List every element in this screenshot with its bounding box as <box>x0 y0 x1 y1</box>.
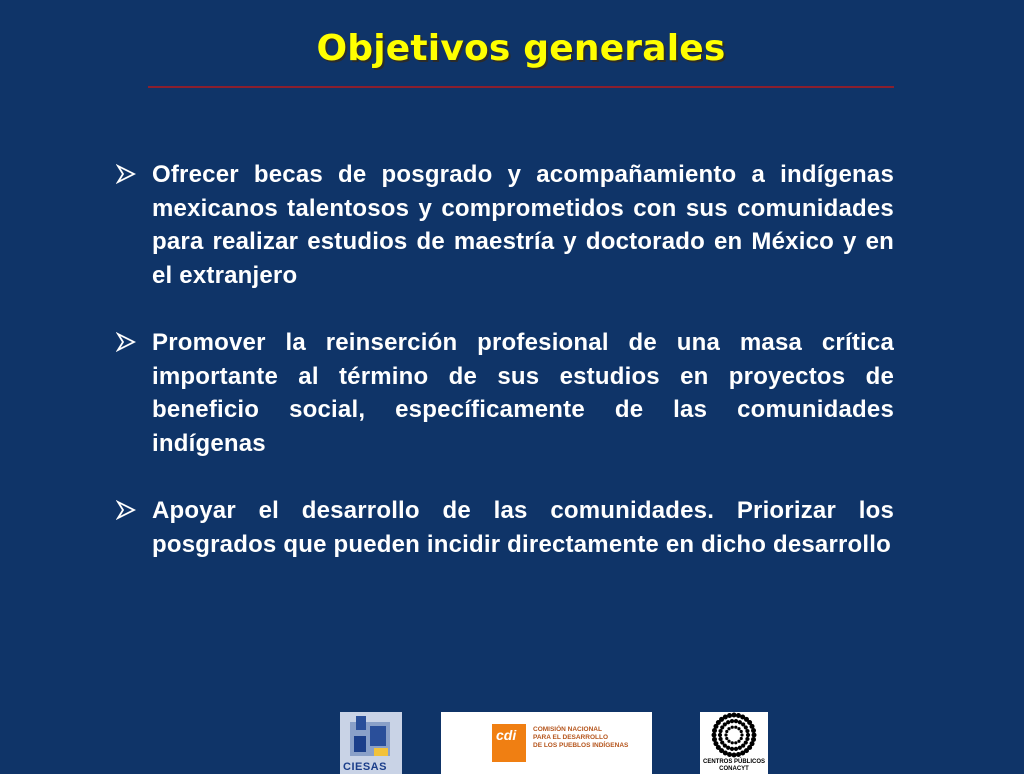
cdi-logo <box>441 712 652 774</box>
conacyt-logo <box>700 712 768 774</box>
list-item <box>116 494 894 561</box>
conacyt-dots-icon <box>700 712 768 758</box>
cdi-caption: COMISIÓN NACIONAL PARA EL DESARROLLO DE LOS PUEBLOS INDÍGENAS <box>533 726 629 749</box>
ciesas-logo <box>340 712 402 774</box>
objective-text: Ofrecer becas de posgrado y acompañamiento a indígenas mexicanos talentosos y comprometidos con sus comunidades para realizar estudios de maestría y doctorado en México y en el extranjero <box>152 161 894 289</box>
objective-text: Apoyar el desarrollo de las comunidades. Priorizar los posgrados que pueden incidir directamente en dicho desarrollo <box>152 497 894 558</box>
list-item <box>116 158 894 292</box>
list-item <box>116 326 894 460</box>
title-divider <box>148 86 894 88</box>
arrow-bullet-icon <box>116 164 136 184</box>
ciesas-wordmark: CIESAS <box>343 761 387 773</box>
arrow-bullet-icon <box>116 332 136 352</box>
objective-text: Promover la reinserción profesional de una masa crítica importante al término de sus estudios en proyectos de beneficio social, específicamente de las comunidades indígenas <box>152 329 894 457</box>
slide-title: Objetivos generales <box>316 28 726 69</box>
cdi-mark: cdi <box>492 724 526 762</box>
objectives-list <box>116 158 894 595</box>
logo-strip <box>0 712 1024 774</box>
arrow-bullet-icon <box>116 500 136 520</box>
conacyt-caption: CENTROS PÚBLICOS CONACYT <box>702 759 765 772</box>
